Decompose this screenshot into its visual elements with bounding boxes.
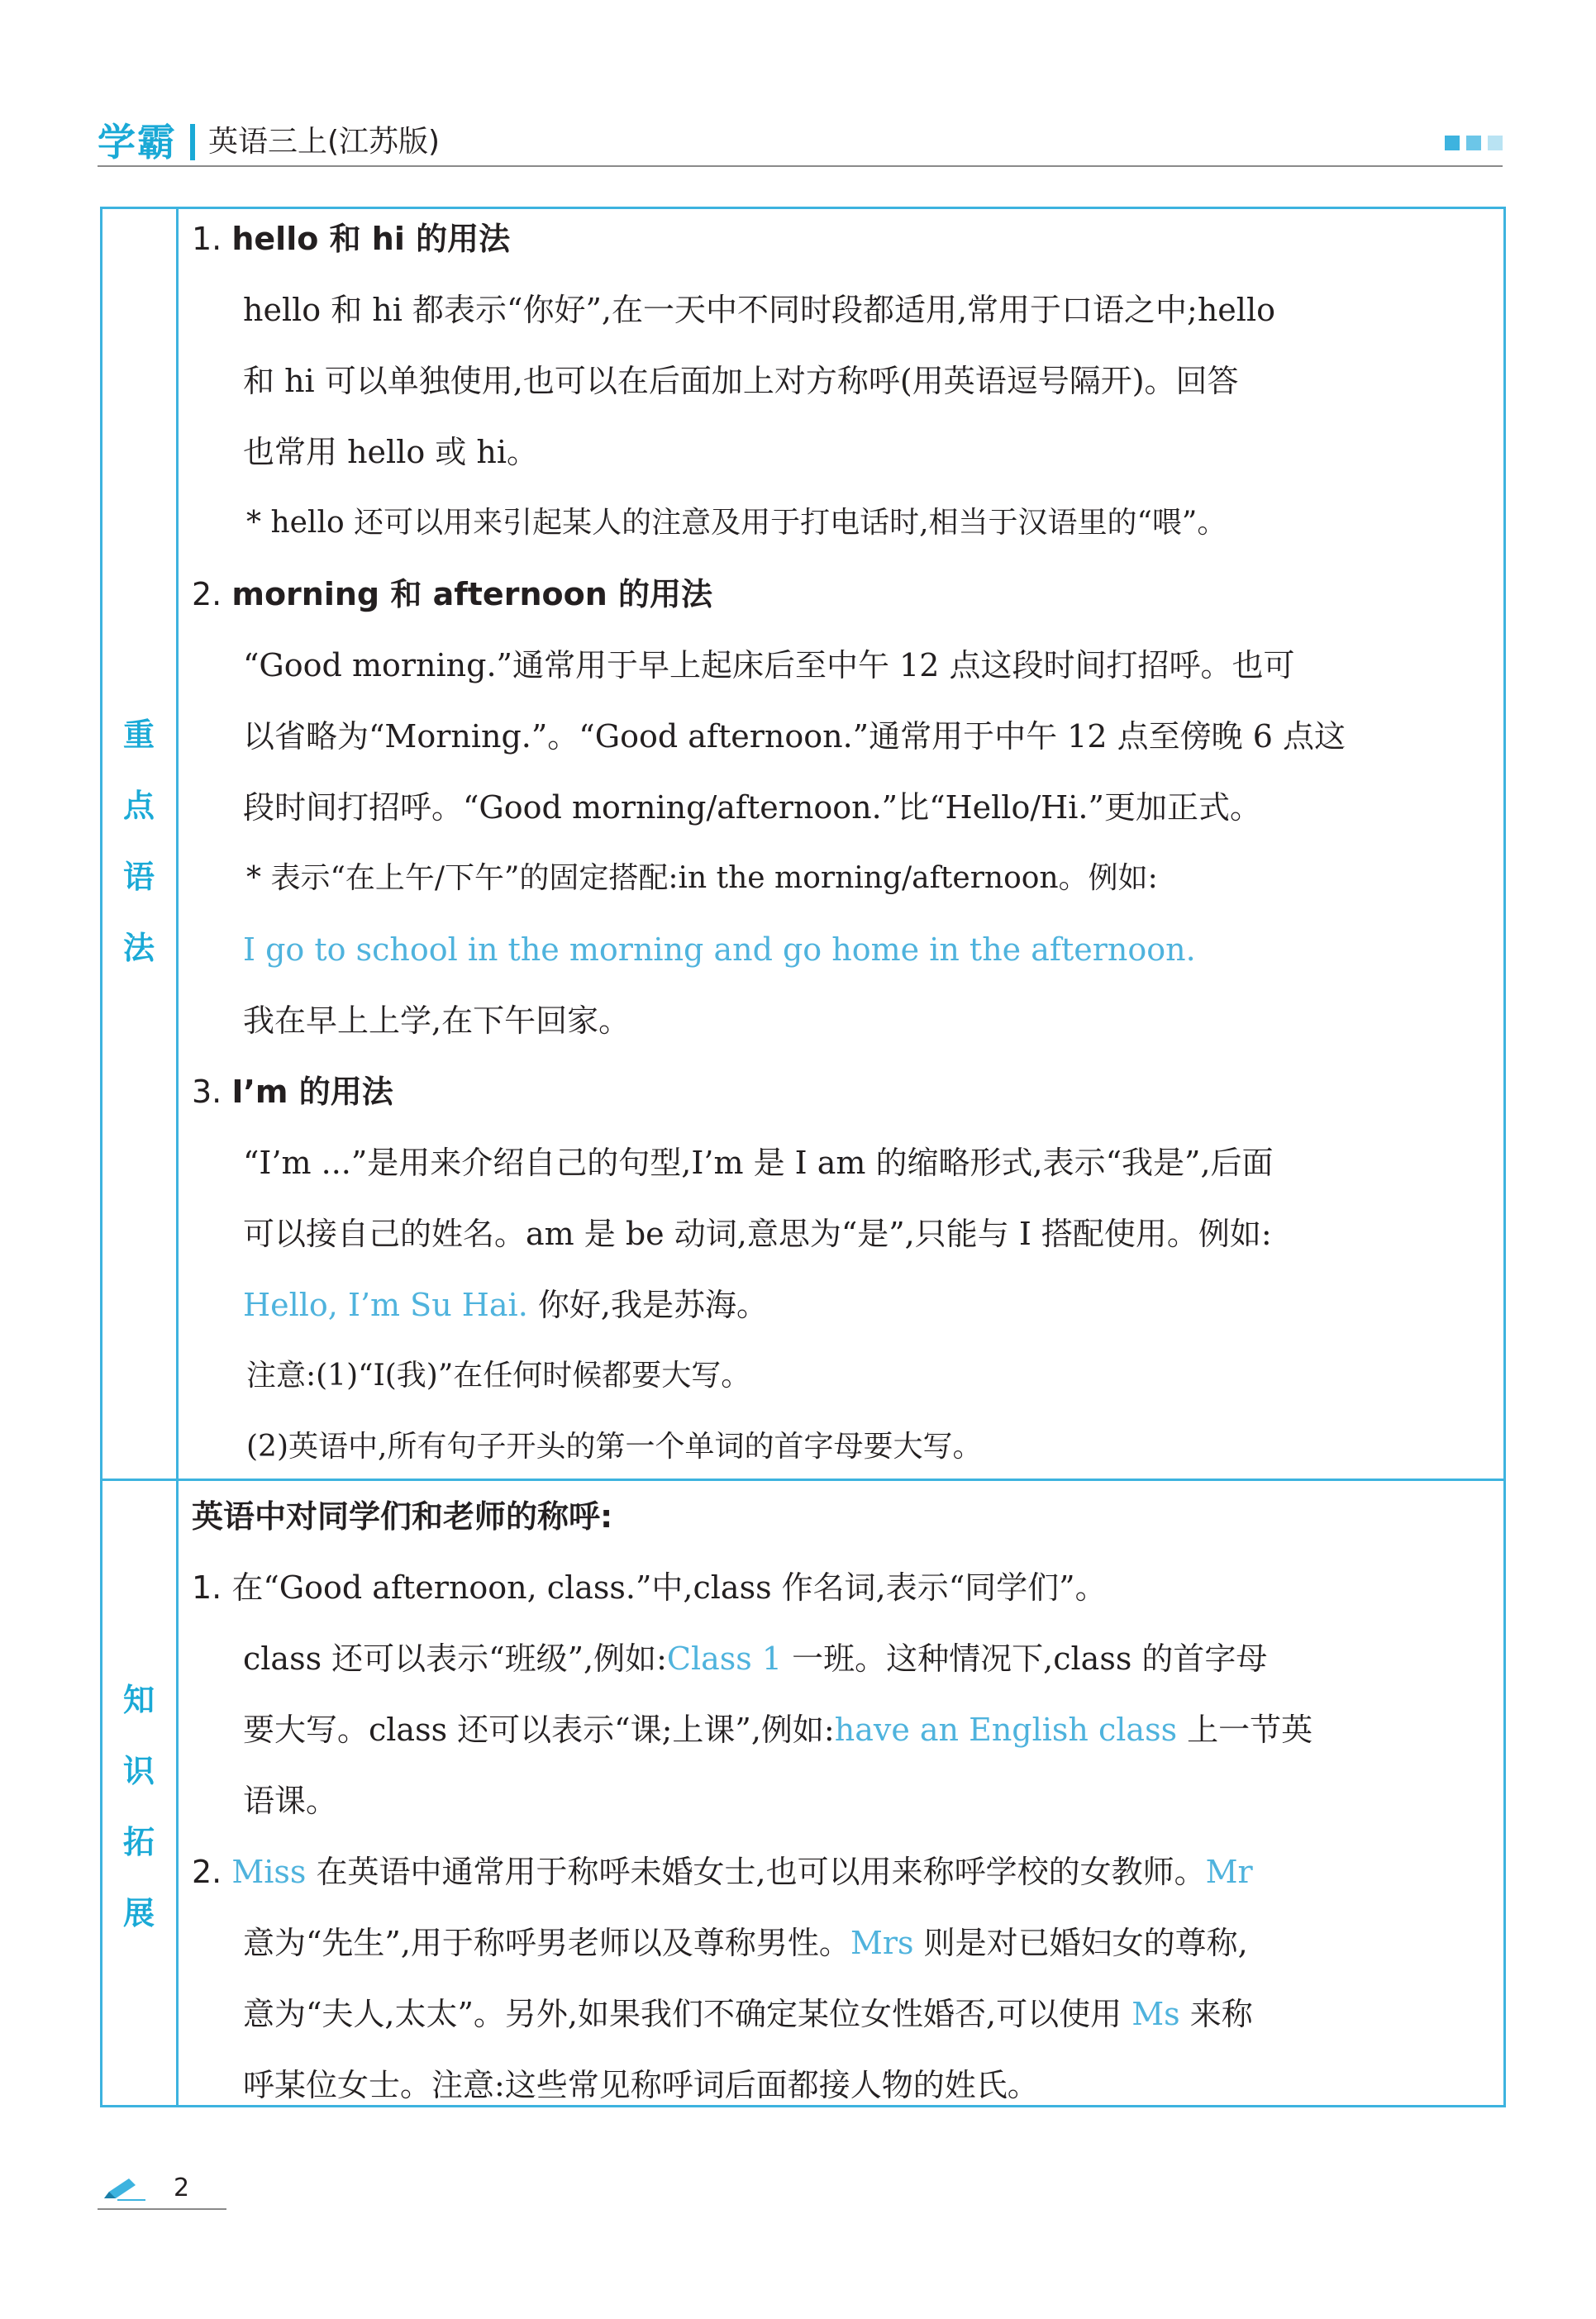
extension-intro: 英语中对同学们和老师的称呼: <box>192 1498 613 1535</box>
example-sentence-zh: 我在早上上学,在下午回家。 <box>243 1002 631 1039</box>
extension-item-1: 1. 在“Good afternoon, class.”中,class 作名词,表示“同学们”。 <box>192 1569 1107 1606</box>
label-char: 展 <box>122 1895 155 1931</box>
paragraph-line: 意为“先生”,用于称呼男老师以及尊称男性。Mrs 则是对已婚妇女的尊称, <box>243 1925 1248 1961</box>
paragraph-line: 和 hi 可以单独使用,也可以在后面加上对方称呼(用英语逗号隔开)。回答 <box>243 363 1239 399</box>
note-line: (2)英语中,所有句子开头的第一个单词的首字母要大写。 <box>246 1430 983 1464</box>
heading-text: hello 和 hi 的用法 <box>231 221 511 257</box>
header-divider <box>190 124 195 160</box>
paragraph-line: 段时间打招呼。“Good morning/afternoon.”比“Hello/Hi.”更加正式。 <box>243 789 1261 826</box>
example-term: Miss <box>231 1854 307 1890</box>
section-grammar-content <box>192 203 1498 1483</box>
section-label-grammar <box>102 699 176 983</box>
example-term: Mr <box>1205 1854 1253 1890</box>
section-label-extension <box>102 1664 176 1949</box>
page-header <box>98 116 1503 165</box>
example-term: Class 1 <box>666 1640 783 1677</box>
paragraph-line: 语课。 <box>243 1783 338 1819</box>
paragraph-line: 意为“夫人,太太”。另外,如果我们不确定某位女性婚否,可以使用 Ms 来称 <box>243 1996 1253 2032</box>
header-decoration-squares <box>1445 136 1503 150</box>
paragraph-line: 也常用 hello 或 hi。 <box>243 434 539 470</box>
page-footer <box>98 2172 230 2212</box>
paragraph-line: 可以接自己的姓名。am 是 be 动词,意思为“是”,只能与 I 搭配使用。例如: <box>243 1216 1272 1252</box>
page-number: 2 <box>174 2174 190 2202</box>
paragraph-line: class 还可以表示“班级”,例如:Class 1 一班。这种情况下,class 的首字母 <box>243 1640 1268 1677</box>
example-sentence-en: I go to school in the morning and go home in the afternoon. <box>243 931 1196 968</box>
heading-text: I’m 的用法 <box>231 1074 393 1110</box>
example-term: have an English class <box>834 1712 1178 1748</box>
label-char: 法 <box>122 930 155 966</box>
label-char: 识 <box>122 1753 155 1789</box>
example-sentence-zh: 你好,我是苏海。 <box>527 1287 768 1323</box>
grammar-heading-2: 2. morning 和 afternoon 的用法 <box>192 576 712 612</box>
square-icon <box>1488 136 1503 150</box>
footer-rule <box>98 2208 226 2210</box>
label-char: 重 <box>122 717 155 753</box>
note-line: * hello 还可以用来引起某人的注意及用于打电话时,相当于汉语里的“喂”。 <box>246 506 1227 540</box>
label-char: 语 <box>122 859 155 895</box>
note-line: 注意:(1)“I(我)”在任何时候都要大写。 <box>246 1359 751 1393</box>
example-term: Mrs <box>850 1925 914 1961</box>
label-char: 知 <box>122 1682 155 1718</box>
example-term: Ms <box>1131 1996 1180 2032</box>
grammar-heading-1: 1. hello 和 hi 的用法 <box>192 221 511 257</box>
section-extension-content <box>192 1481 1498 2121</box>
example-line <box>192 1269 1498 1340</box>
paragraph-line: “I’m ...”是用来介绍自己的句型,I’m 是 I am 的缩略形式,表示“我是”,后面 <box>243 1145 1274 1181</box>
paragraph-line: hello 和 hi 都表示“你好”,在一天中不同时段都适用,常用于口语之中;hello <box>243 292 1275 328</box>
extension-item-2: 2. Miss 在英语中通常用于称呼未婚女士,也可以用来称呼学校的女教师。Mr <box>192 1854 1253 1890</box>
paragraph-line: “Good morning.”通常用于早上起床后至中午 12 点这段时间打招呼。也可 <box>243 647 1295 683</box>
paragraph-line: 以省略为“Morning.”。“Good afternoon.”通常用于中午 12 点至傍晚 6 点这 <box>243 718 1346 755</box>
brand-logo <box>98 116 440 165</box>
header-rule <box>98 165 1503 167</box>
book-title: 英语三上(江苏版) <box>208 125 441 159</box>
logo-text: 学霸 <box>98 120 177 164</box>
example-sentence-en: Hello, I’m Su Hai. <box>243 1287 528 1323</box>
square-icon <box>1445 136 1460 150</box>
paragraph-line: 呼某位女士。注意:这些常见称呼词后面都接人物的姓氏。 <box>243 2067 1039 2103</box>
square-icon <box>1466 136 1481 150</box>
label-char: 拓 <box>122 1824 155 1860</box>
table-column-divider <box>176 207 179 2107</box>
heading-text: morning 和 afternoon 的用法 <box>231 576 712 612</box>
label-char: 点 <box>122 788 155 824</box>
paragraph-line: 要大写。class 还可以表示“课;上课”,例如:have an English class 上一节英 <box>243 1712 1313 1748</box>
note-line: * 表示“在上午/下午”的固定搭配:in the morning/afternoon。例如: <box>246 861 1158 895</box>
grammar-heading-3: 3. I’m 的用法 <box>192 1074 393 1110</box>
pencil-icon <box>101 2177 147 2202</box>
